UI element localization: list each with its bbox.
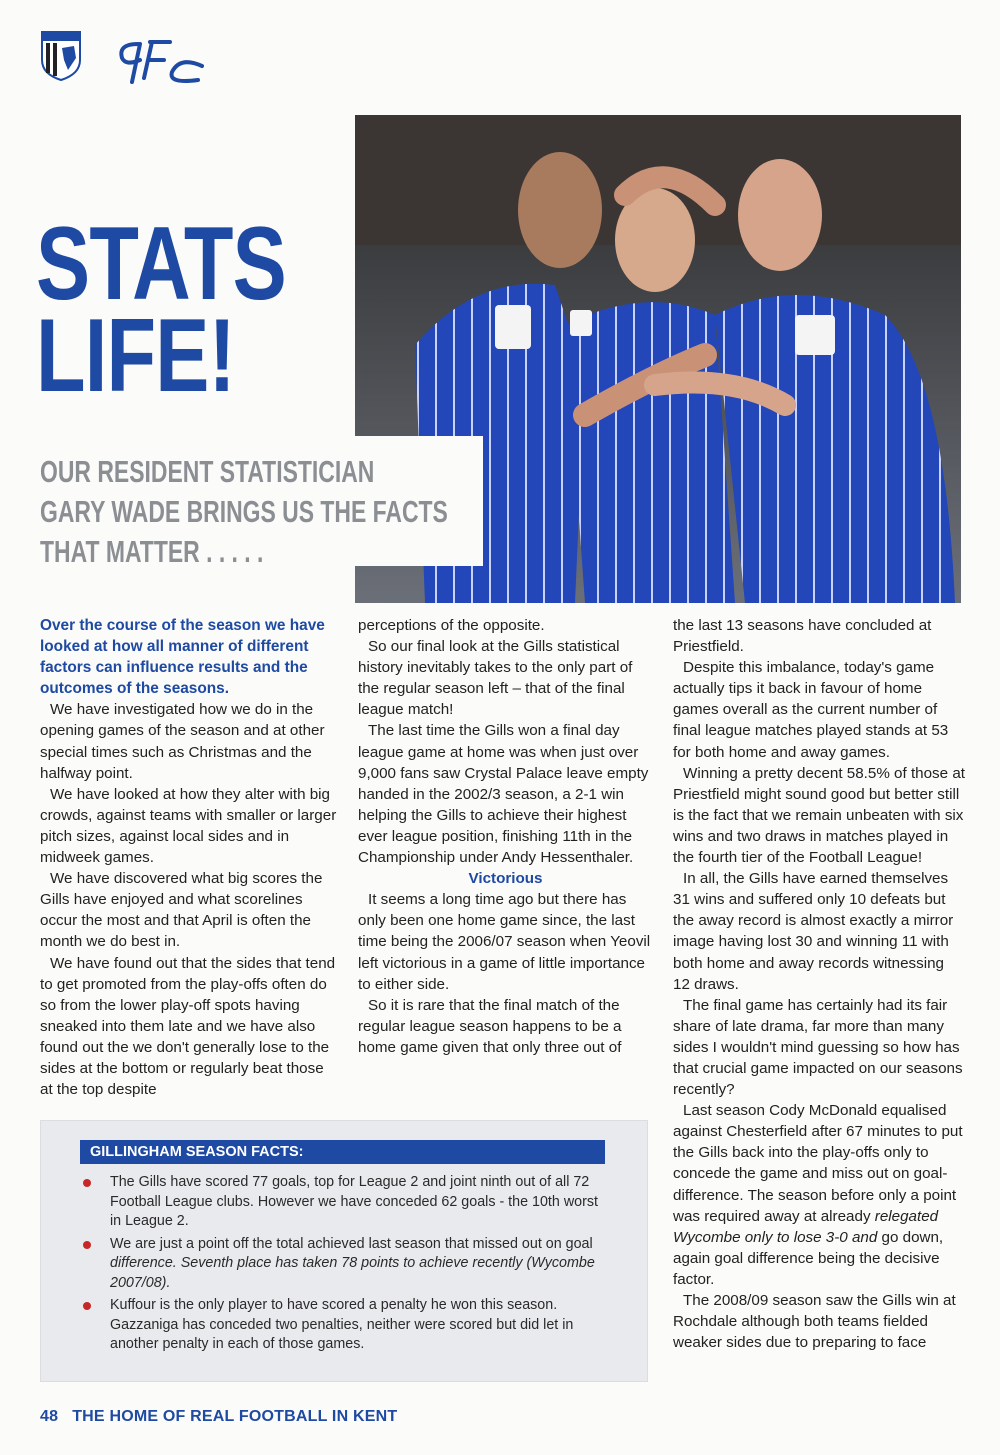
article-column-2 xyxy=(358,615,653,1058)
fact-item xyxy=(80,1235,605,1294)
body-paragraph: In all, the Gills have earned themselves 31 wins and suffered only 10 defeats but the away record is almost exactly a mirror image having lost 30 and winning 11 with both home and away records witnessing 12 draws. xyxy=(673,870,954,993)
headline-line-2: LIFE! xyxy=(36,298,235,414)
fact-item xyxy=(80,1173,605,1232)
headline-line-1: STATS xyxy=(36,206,286,322)
article-column-1 xyxy=(40,615,340,1100)
page-footer xyxy=(40,1408,397,1426)
article-column-3 xyxy=(673,615,965,1353)
season-facts-list xyxy=(80,1173,605,1358)
standfirst-line-3: THAT MATTER . . . . . xyxy=(40,534,264,569)
body-paragraph: The last time the Gills won a final day league game at home was when just over 9,000 fans saw Crystal Palace leave empty handed in the 2002/3 season, a 2-1 win helping the Gills to achieve their highest ever league position, finishing 11th in the Championship under Andy Hessenthaler. xyxy=(358,722,649,867)
text-run: go down, again goal difference being the decisive factor. xyxy=(673,1228,944,1288)
body-paragraph: perceptions of the opposite. xyxy=(358,617,545,634)
standfirst-line-2: GARY WADE BRINGS US THE FACTS xyxy=(40,494,448,529)
body-paragraph: So it is rare that the final match of the regular league season happens to be a home game given that only three out of xyxy=(358,996,622,1056)
body-paragraph: So our final look at the Gills statistical history inevitably takes to the only part of the regular season left – that of the final league match! xyxy=(358,638,633,719)
body-paragraph: We have investigated how we do in the opening games of the season and at other special times such as Christmas and the halfway point. xyxy=(40,701,325,782)
bullet-icon xyxy=(83,1241,91,1249)
body-paragraph: We have found out that the sides that tend to get promoted from the play-offs often do so from the lower play-off spots having sneaked into them late and we have also found out the we don't generally lose to the sides at the bottom or regularly beat those at the top despite xyxy=(40,954,336,1099)
gfc-monogram-logo xyxy=(110,30,210,90)
fact-item xyxy=(80,1296,605,1355)
standfirst xyxy=(40,452,454,572)
lede-paragraph: Over the course of the season we have looked at how all manner of different factors can influence results and the outcomes of the seasons. xyxy=(40,617,325,698)
fact-text: Kuffour is the only player to have scored a penalty he won this season. Gazzaniga has conceded two penalties, neither were scored but did let in another penalty in each of those games. xyxy=(110,1297,574,1352)
standfirst-line-1: OUR RESIDENT STATISTICIAN xyxy=(40,454,375,489)
body-paragraph: It seems a long time ago but there has only been one home game since, the last time being the 2006/07 season when Yeovil left victorious in a game of little importance to either side. xyxy=(358,891,651,993)
bullet-icon xyxy=(83,1179,91,1187)
fact-text-italic: difference. Seventh place has taken 78 points to achieve recently (Wycombe 2007/08). xyxy=(110,1255,595,1291)
season-facts-title: GILLINGHAM SEASON FACTS: xyxy=(80,1140,605,1164)
italic-run: relegated Wycombe only to lose 3-0 and xyxy=(673,1207,939,1246)
body-paragraph: The 2008/09 season saw the Gills win at Rochdale although both teams fielded weaker sides due to preparing to face xyxy=(673,1292,956,1352)
body-paragraph: We have discovered what big scores the Gills have enjoyed and what scorelines occur the most and that April is often the month we do best in. xyxy=(40,870,323,951)
bullet-icon xyxy=(83,1302,91,1310)
page-number: 48 xyxy=(40,1408,59,1425)
body-paragraph: Despite this imbalance, today's game actually tips it back in favour of home games overall as the current number of final league matches played stands at 53 for both home and away games. xyxy=(673,659,949,761)
fact-text: The Gills have scored 77 goals, top for League 2 and joint ninth out of all 72 Football League clubs. However we have conceded 62 goals - the 10th worst in League 2. xyxy=(110,1174,598,1229)
footer-tagline: THE HOME OF REAL FOOTBALL IN KENT xyxy=(72,1408,398,1425)
body-paragraph: Winning a pretty decent 58.5% of those at Priestfield might sound good but better still is the fact that we remain unbeaten with six wins and two draws in matches played in the fourth tier of the Football League! xyxy=(673,764,965,867)
page-headline xyxy=(36,206,286,414)
section-subhead: Victorious xyxy=(468,870,543,888)
text-run: Last season Cody McDonald equalised against Chesterfield after 67 minutes to put the Gills back into the play-offs only to concede the game and miss out on goal-difference. The season before only a point was required away at already xyxy=(673,1102,963,1225)
body-paragraph: the last 13 seasons have concluded at Priestfield. xyxy=(673,617,932,656)
body-paragraph: We have looked at how they alter with big crowds, against teams with smaller or larger pitch sizes, against local sides and in midweek games. xyxy=(40,785,337,867)
body-paragraph xyxy=(673,1100,965,1290)
fact-text: We are just a point off the total achieved last season that missed out on goal xyxy=(110,1235,593,1252)
body-paragraph: The final game has certainly had its fair share of late drama, far more than many sides I wouldn't mind guessing so how has that crucial game impacted on our seasons recently? xyxy=(673,996,963,1099)
club-crest-icon xyxy=(40,30,82,82)
